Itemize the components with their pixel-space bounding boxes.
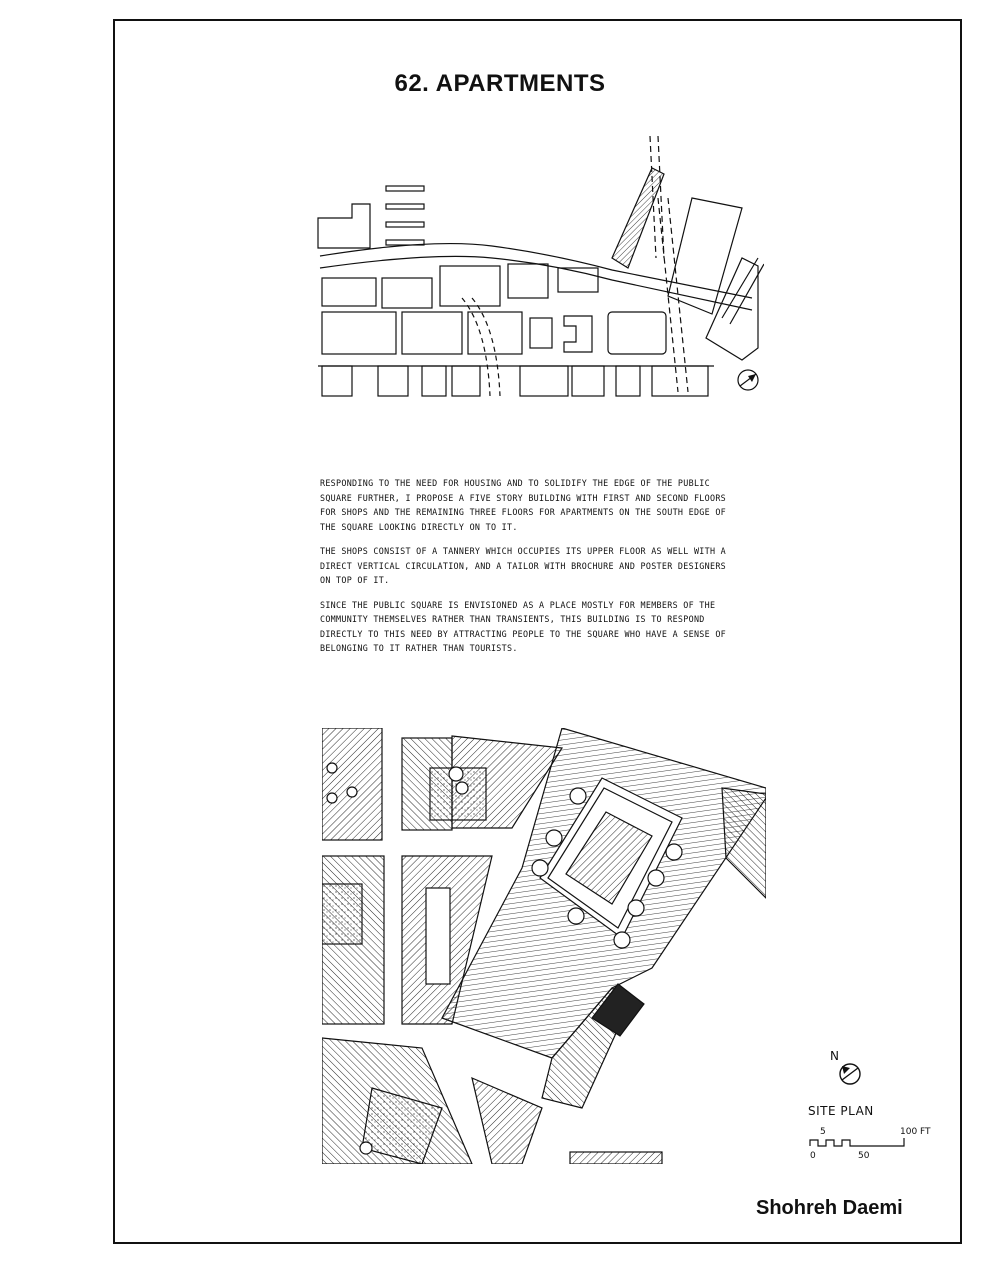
author-name: Shohreh Daemi [756,1197,903,1219]
context-map [312,128,764,408]
north-arrow-icon [828,1048,868,1092]
scale-label-5: 5 [820,1127,826,1137]
description-paragraph-2: THE SHOPS CONSIST OF A TANNERY WHICH OCCUPIES ITS UPPER FLOOR AS WELL WITH A DIRECT VERTICAL CIRCULATION, AND A TAILOR WITH BROCHURE AND POSTER DESIGNERS ON TOP OF IT. [320,546,727,585]
description-paragraph-3: SINCE THE PUBLIC SQUARE IS ENVISIONED AS A PLACE MOSTLY FOR MEMBERS OF THE COMMUNITY THEMSELVES RATHER THAN TRANSIENTS, THIS BUILDING IS TO RESPOND DIRECTLY TO THIS NEED BY ATTRACTING PEOPLE TO THE SQUARE WHO HAVE A SENSE OF BELONGING TO IT RATHER THAN TOURISTS. [320,599,727,653]
scale-bar [808,1124,938,1160]
scale-label-0: 0 [810,1151,816,1160]
site-plan-drawing [322,728,766,1164]
page-title: 62. APARTMENTS [394,70,606,97]
scale-label-100ft: 100 FT [900,1127,931,1137]
north-label: N [830,1049,839,1063]
description-paragraph-1: RESPONDING TO THE NEED FOR HOUSING AND TO SOLIDIFY THE EDGE OF THE PUBLIC SQUARE FURTHER, I PROPOSE A FIVE STORY BUILDING WITH FIRST AND SECOND FLOORS FOR SHOPS AND THE REMAINING THREE FLOORS FOR APARTMENTS ON THE SOUTH EDGE OF THE SQUARE LOOKING DIRECTLY ON TO IT. [320,478,727,532]
site-plan-label: SITE PLAN [808,1104,874,1118]
scale-label-50: 50 [858,1151,870,1160]
description-block [320,476,740,666]
